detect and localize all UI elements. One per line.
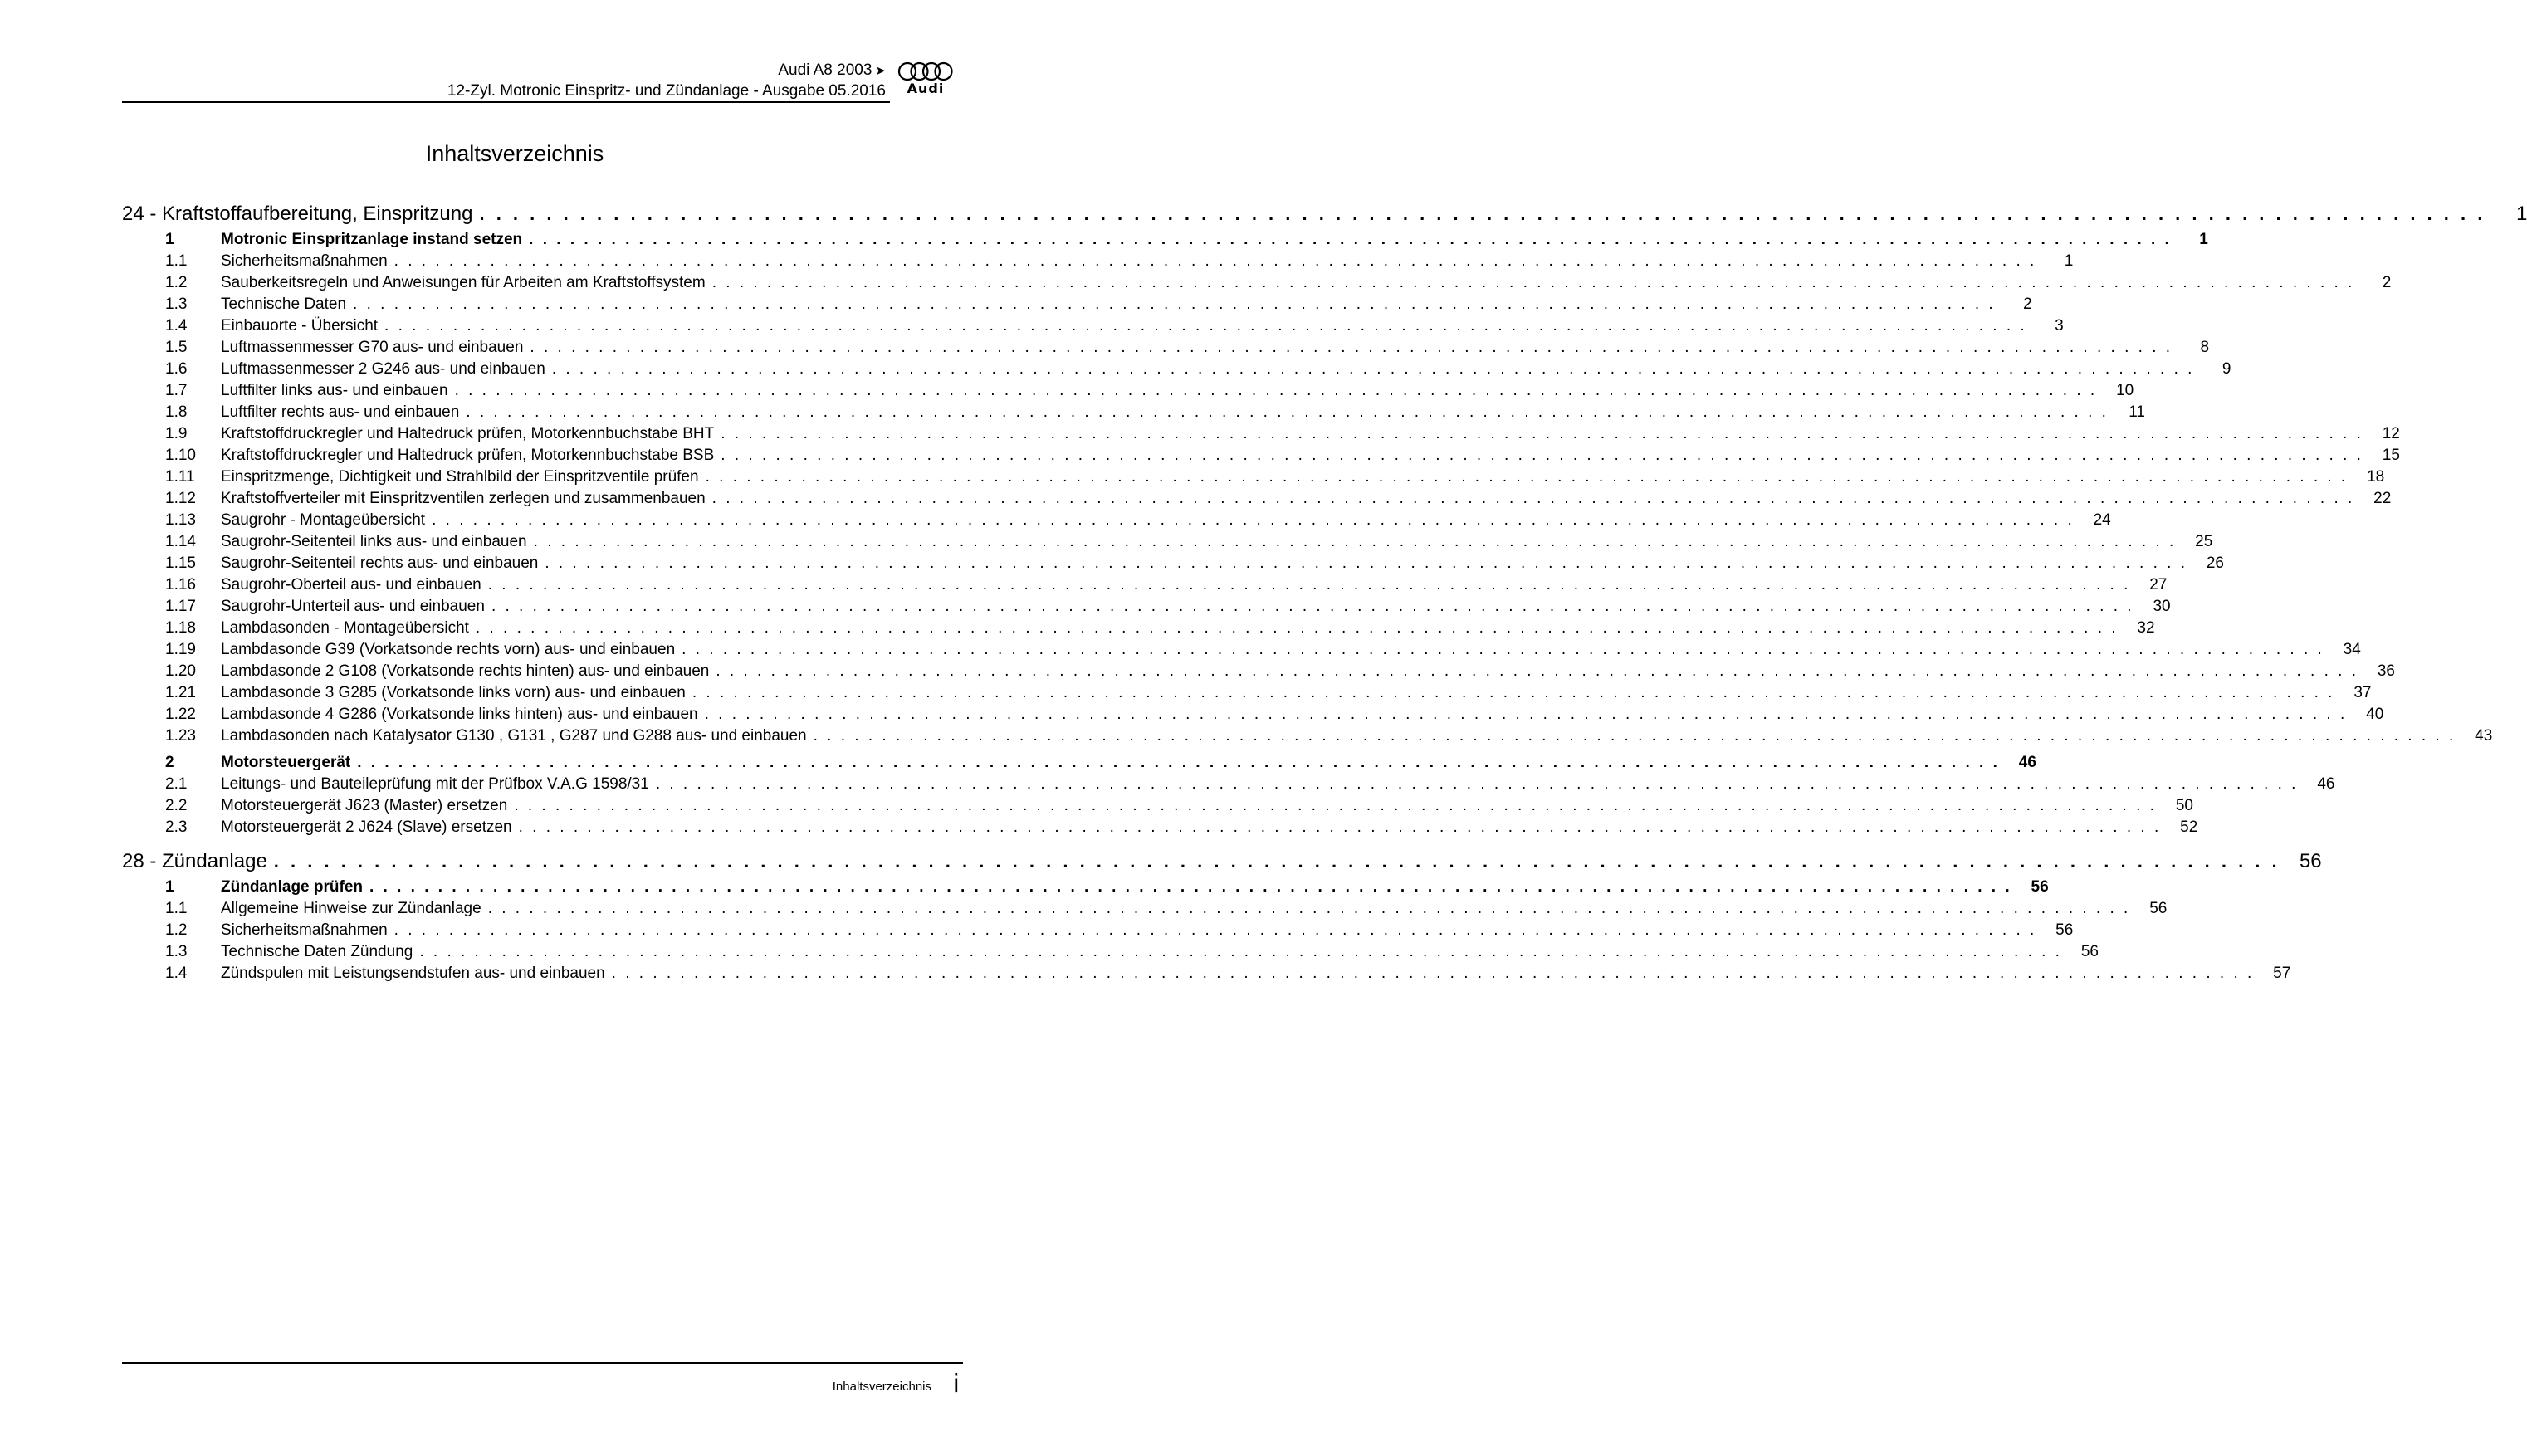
entry-number: 1.22 — [165, 706, 196, 723]
entry-page-number: 46 — [2018, 754, 2036, 771]
entry-number: 2.2 — [165, 797, 188, 814]
dot-leader: . . . . . . . . . . . . . . . . . . . . . . . . . . . . . . . . . . . . . . . . . . . . . . . . . . . . . . . . . . . . . . . . . . . . . . . . . . . . . . . . . . . . . . . . . . . . . . . . . . . . . . . . . . . . . . . . . . . . . . . . — [529, 231, 2172, 248]
toc-entry[interactable] — [122, 531, 2213, 553]
entry-title: Saugrohr-Seitenteil links aus- und einbauen — [221, 533, 527, 550]
toc-entry[interactable] — [122, 488, 2392, 510]
dot-leader: . . . . . . . . . . . . . . . . . . . . . . . . . . . . . . . . . . . . . . . . . . . . . . . . . . . . . . . . . . . . . . . . . . . . . . . . . . . . . . . . . . . . . . . . . . . . . . . . . . . . . . . . . . . . . . . . . . . . . . . . — [491, 598, 2134, 615]
entry-page-number: 32 — [2137, 619, 2155, 637]
entry-number: 1.11 — [165, 468, 195, 486]
toc-entry[interactable] — [122, 402, 2145, 423]
entry-number: 1.13 — [165, 511, 196, 529]
audi-rings-icon — [897, 61, 955, 81]
dot-leader: . . . . . . . . . . . . . . . . . . . . . . . . . . . . . . . . . . . . . . . . . . . . . . . . . . . . . . . . . . . . . . . . . . . . . . . . . . . . . . . . . . . . . . . . . . . . . . . . . . . . . . . . . . . . . . . . . . . . . . . . — [530, 339, 2173, 356]
entry-number: 2 — [165, 754, 174, 771]
entry-number: 1.2 — [165, 274, 188, 291]
entry-page-number: 56 — [2149, 900, 2168, 917]
entry-title: Luftfilter rechts aus- und einbauen — [221, 403, 460, 421]
manual-subtitle: 12-Zyl. Motronic Einspritz- und Zündanlage - Ausgabe 05.2016 — [447, 82, 886, 100]
entry-title: Kraftstoffdruckregler und Haltedruck prüfen, Motorkennbuchstabe BHT — [221, 425, 715, 442]
arrow-icon: ➤ — [875, 64, 886, 78]
audi-logo — [897, 61, 955, 95]
toc-entry[interactable] — [122, 661, 2395, 682]
entry-number: 1.10 — [165, 447, 196, 464]
entry-title: Motorsteuergerät J623 (Master) ersetzen — [221, 797, 508, 814]
entry-title: Luftmassenmesser 2 G246 aus- und einbauen — [221, 360, 545, 378]
entry-number: 1.21 — [165, 684, 196, 701]
dot-leader: . . . . . . . . . . . . . . . . . . . . . . . . . . . . . . . . . . . . . . . . . . . . . . . . . . . . . . . . . . . . . . . . . . . . . . . . . . . . . . . . . . . . . . . . . . . . . . . . . . . . . . . . . . . . . . . . . . . . . . . . — [479, 203, 2486, 224]
dot-leader: . . . . . . . . . . . . . . . . . . . . . . . . . . . . . . . . . . . . . . . . . . . . . . . . . . . . . . . . . . . . . . . . . . . . . . . . . . . . . . . . . . . . . . . . . . . . . . . . . . . . . . . . . . . . . . . . . . . . . . . . — [655, 775, 2299, 793]
entry-page-number: 56 — [2055, 921, 2074, 939]
entry-title: Saugrohr-Unterteil aus- und einbauen — [221, 598, 485, 615]
dot-leader: . . . . . . . . . . . . . . . . . . . . . . . . . . . . . . . . . . . . . . . . . . . . . . . . . . . . . . . . . . . . . . . . . . . . . . . . . . . . . . . . . . . . . . . . . . . . . . . . . . . . . . . . . . . . . . . . . . . . . . . . — [384, 317, 2027, 335]
entry-page-number: 50 — [2175, 797, 2193, 814]
entry-title: Kraftstoffdruckregler und Haltedruck prüfen, Motorkennbuchstabe BSB — [221, 447, 715, 464]
entry-title: Luftfilter links aus- und einbauen — [221, 382, 448, 399]
entry-number: 1.20 — [165, 662, 196, 680]
toc-entry[interactable] — [122, 682, 2372, 704]
audi-logo-text: Audi — [907, 81, 945, 96]
toc-entry[interactable] — [122, 380, 2134, 402]
entry-page-number: 37 — [2353, 684, 2372, 701]
toc-entry[interactable] — [122, 574, 2168, 596]
header-divider — [122, 101, 890, 103]
entry-title: Luftmassenmesser G70 aus- und einbauen — [221, 339, 524, 356]
entry-title: Motronic Einspritzanlage instand setzen — [221, 231, 523, 248]
entry-title: Leitungs- und Bauteileprüfung mit der Prüfbox V.A.G 1598/31 — [221, 775, 649, 793]
entry-title: Lambdasonde 4 G286 (Vorkatsonde links hinten) aus- und einbauen — [221, 706, 698, 723]
dot-leader: . . . . . . . . . . . . . . . . . . . . . . . . . . . . . . . . . . . . . . . . . . . . . . . . . . . . . . . . . . . . . . . . . . . . . . . . . . . . . . . . . . . . . . . . . . . . . . . . . . . . . . . . . . . . . . . . . . . . . . . . — [432, 511, 2075, 529]
entry-page-number: 52 — [2180, 818, 2198, 836]
dot-leader: . . . . . . . . . . . . . . . . . . . . . . . . . . . . . . . . . . . . . . . . . . . . . . . . . . . . . . . . . . . . . . . . . . . . . . . . . . . . . . . . . . . . . . . . . . . . . . . . . . . . . . . . . . . . . . . . . . . . . . . . — [682, 641, 2324, 658]
entry-number: 1.3 — [165, 296, 188, 313]
entry-page-number: 56 — [2080, 943, 2099, 960]
toc-section[interactable] — [122, 229, 2208, 251]
toc-entry[interactable] — [122, 795, 2193, 817]
toc-entry[interactable] — [122, 445, 2400, 467]
entry-page-number: 2 — [2023, 296, 2032, 313]
entry-number: 2.3 — [165, 818, 188, 836]
entry-page-number: 1 — [2064, 252, 2074, 270]
entry-number: 1 — [165, 878, 174, 896]
entry-title: Saugrohr-Seitenteil rechts aus- und einbauen — [221, 555, 539, 572]
entry-page-number: 9 — [2222, 360, 2231, 378]
entry-page-number: 12 — [2382, 425, 2400, 442]
entry-page-number: 46 — [2317, 775, 2335, 793]
toc-entry[interactable] — [122, 510, 2111, 531]
entry-page-number: 57 — [2273, 965, 2291, 982]
entry-title: Allgemeine Hinweise zur Zündanlage — [221, 900, 481, 917]
entry-page-number: 30 — [2153, 598, 2171, 615]
entry-title: Lambdasonde 2 G108 (Vorkatsonde rechts hinten) aus- und einbauen — [221, 662, 710, 680]
page-title: Inhaltsverzeichnis — [425, 141, 604, 166]
entry-number: 1.4 — [165, 965, 188, 982]
entry-page-number: 25 — [2195, 533, 2213, 550]
entry-page-number: 1 — [2199, 231, 2208, 248]
dot-leader: . . . . . . . . . . . . . . . . . . . . . . . . . . . . . . . . . . . . . . . . . . . . . . . . . . . . . . . . . . . . . . . . . . . . . . . . . . . . . . . . . . . . . . . . . . . . . . . . . . . . . . . . . . . . . . . . . . . . . . . . — [393, 252, 2037, 270]
entry-title: Saugrohr-Oberteil aus- und einbauen — [221, 576, 481, 594]
vehicle-model-text: Audi A8 2003 — [778, 61, 872, 79]
entry-title: Sicherheitsmaßnahmen — [221, 921, 388, 939]
entry-page-number: 3 — [2055, 317, 2064, 335]
dot-leader: . . . . . . . . . . . . . . . . . . . . . . . . . . . . . . . . . . . . . . . . . . . . . . . . . . . . . . . . . . . . . . . . . . . . . . . . . . . . . . . . . . . . . . . . . . . . . . . . . . . . . . . . . . . . . . . . . . . . . . . . — [518, 818, 2162, 836]
entry-page-number: 56 — [2299, 850, 2322, 872]
dot-leader: . . . . . . . . . . . . . . . . . . . . . . . . . . . . . . . . . . . . . . . . . . . . . . . . . . . . . . . . . . . . . . . . . . . . . . . . . . . . . . . . . . . . . . . . . . . . . . . . . . . . . . . . . . . . . . . . . . . . . . . . — [369, 878, 2012, 896]
entry-number: 1 — [165, 231, 174, 248]
entry-page-number: 15 — [2382, 447, 2400, 464]
toc-entry[interactable] — [122, 251, 2074, 272]
toc-entry[interactable] — [122, 596, 2171, 618]
dot-leader: . . . . . . . . . . . . . . . . . . . . . . . . . . . . . . . . . . . . . . . . . . . . . . . . . . . . . . . . . . . . . . . . . . . . . . . . . . . . . . . . . . . . . . . . . . . . . . . . . . . . . . . . . . . . . . . . . . . . . . . . — [704, 706, 2348, 723]
toc-entry[interactable] — [122, 726, 2493, 747]
dot-leader: . . . . . . . . . . . . . . . . . . . . . . . . . . . . . . . . . . . . . . . . . . . . . . . . . . . . . . . . . . . . . . . . . . . . . . . . . . . . . . . . . . . . . . . . . . . . . . . . . . . . . . . . . . . . . . . . . . . . . . . . — [711, 490, 2355, 507]
entry-title: Motorsteuergerät — [221, 754, 351, 771]
entry-page-number: 1 — [2515, 203, 2527, 225]
toc-entry[interactable] — [122, 898, 2168, 920]
entry-number: 1.19 — [165, 641, 196, 658]
entry-number: 1.3 — [165, 943, 188, 960]
toc-entry[interactable] — [122, 423, 2400, 445]
entry-title: Einspritzmenge, Dichtigkeit und Strahlbild der Einspritzventile prüfen — [221, 468, 699, 486]
entry-number: 1.16 — [165, 576, 196, 594]
entry-number: 1.5 — [165, 339, 188, 356]
entry-title: Saugrohr - Montageübersicht — [221, 511, 426, 529]
entry-number: 1.17 — [165, 598, 196, 615]
dot-leader: . . . . . . . . . . . . . . . . . . . . . . . . . . . . . . . . . . . . . . . . . . . . . . . . . . . . . . . . . . . . . . . . . . . . . . . . . . . . . . . . . . . . . . . . . . . . . . . . . . . . . . . . . . . . . . . . . . . . . . . . — [487, 576, 2131, 594]
toc-chapter[interactable] — [122, 199, 2527, 229]
toc-entry[interactable] — [122, 467, 2385, 488]
footer-label: Inhaltsverzeichnis — [832, 1380, 931, 1394]
toc-entry[interactable] — [122, 618, 2155, 639]
entry-title: 24 - Kraftstoffaufbereitung, Einspritzung — [122, 203, 473, 225]
entry-number: 1.2 — [165, 921, 188, 939]
entry-title: Lambdasonde G39 (Vorkatsonde rechts vorn) aus- und einbauen — [221, 641, 676, 658]
entry-title: Technische Daten Zündung — [221, 943, 413, 960]
entry-page-number: 43 — [2475, 727, 2493, 745]
dot-leader: . . . . . . . . . . . . . . . . . . . . . . . . . . . . . . . . . . . . . . . . . . . . . . . . . . . . . . . . . . . . . . . . . . . . . . . . . . . . . . . . . . . . . . . . . . . . . . . . . . . . . . . . . . . . . . . . . . . . . . . . — [454, 382, 2098, 399]
toc-entry[interactable] — [122, 337, 2210, 359]
dot-leader: . . . . . . . . . . . . . . . . . . . . . . . . . . . . . . . . . . . . . . . . . . . . . . . . . . . . . . . . . . . . . . . . . . . . . . . . . . . . . . . . . . . . . . . . . . . . . . . . . . . . . . . . . . . . . . . . . . . . . . . . — [533, 533, 2177, 550]
page-header — [122, 58, 963, 101]
toc-entry[interactable] — [122, 359, 2231, 380]
toc-chapter[interactable] — [122, 847, 2322, 877]
dot-leader: . . . . . . . . . . . . . . . . . . . . . . . . . . . . . . . . . . . . . . . . . . . . . . . . . . . . . . . . . . . . . . . . . . . . . . . . . . . . . . . . . . . . . . . . . . . . . . . . . . . . . . . . . . . . . . . . . . . . . . . . — [721, 447, 2363, 464]
entry-number: 1.18 — [165, 619, 196, 637]
toc-entry[interactable] — [122, 774, 2335, 795]
entry-title: Kraftstoffverteiler mit Einspritzventilen zerlegen und zusammenbauen — [221, 490, 706, 507]
dot-leader: . . . . . . . . . . . . . . . . . . . . . . . . . . . . . . . . . . . . . . . . . . . . . . . . . . . . . . . . . . . . . . . . . . . . . . . . . . . . . . . . . . . . . . . . . . . . . . . . . . . . . . . . . . . . . . . . . . . . . . . . — [487, 900, 2131, 917]
entry-number: 1.9 — [165, 425, 188, 442]
entry-page-number: 26 — [2206, 555, 2224, 572]
entry-number: 1.15 — [165, 555, 196, 572]
entry-page-number: 10 — [2116, 382, 2134, 399]
dot-leader: . . . . . . . . . . . . . . . . . . . . . . . . . . . . . . . . . . . . . . . . . . . . . . . . . . . . . . . . . . . . . . . . . . . . . . . . . . . . . . . . . . . . . . . . . . . . . . . . . . . . . . . . . . . . . . . . . . . . . . . . — [514, 797, 2157, 814]
entry-title: Einbauorte - Übersicht — [221, 317, 379, 335]
entry-number: 1.8 — [165, 403, 188, 421]
entry-number: 1.12 — [165, 490, 196, 507]
dot-leader: . . . . . . . . . . . . . . . . . . . . . . . . . . . . . . . . . . . . . . . . . . . . . . . . . . . . . . . . . . . . . . . . . . . . . . . . . . . . . . . . . . . . . . . . . . . . . . . . . . . . . . . . . . . . . . . . . . . . . . . . — [813, 727, 2456, 745]
entry-number: 1.7 — [165, 382, 188, 399]
entry-number: 1.4 — [165, 317, 188, 335]
dot-leader: . . . . . . . . . . . . . . . . . . . . . . . . . . . . . . . . . . . . . . . . . . . . . . . . . . . . . . . . . . . . . . . . . . . . . . . . . . . . . . . . . . . . . . . . . . . . . . . . . . . . . . . . . . . . . . . . . . . . . . . . — [711, 274, 2355, 291]
entry-page-number: 24 — [2093, 511, 2111, 529]
footer-divider — [122, 1362, 963, 1364]
entry-title: Zündspulen mit Leistungsendstufen aus- und einbauen — [221, 965, 605, 982]
toc-entry[interactable] — [122, 817, 2198, 838]
entry-number: 1.6 — [165, 360, 188, 378]
page-footer — [122, 1368, 963, 1401]
page-number: i — [952, 1370, 960, 1399]
dot-leader: . . . . . . . . . . . . . . . . . . . . . . . . . . . . . . . . . . . . . . . . . . . . . . . . . . . . . . . . . . . . . . . . . . . . . . . . . . . . . . . . . . . . . . . . . . . . . . . . . . . . . . . . . . . . . . . . . . . . . . . . — [273, 851, 2280, 872]
entry-page-number: 56 — [2031, 878, 2049, 896]
entry-page-number: 34 — [2343, 641, 2361, 658]
entry-number: 2.1 — [165, 775, 188, 793]
entry-title: Lambdasonden - Montageübersicht — [221, 619, 469, 637]
entry-number: 1.14 — [165, 533, 196, 550]
toc-entry[interactable] — [122, 704, 2384, 726]
entry-page-number: 8 — [2200, 339, 2210, 356]
entry-title: Lambdasonde 3 G285 (Vorkatsonde links vorn) aus- und einbauen — [221, 684, 686, 701]
entry-number: 1.1 — [165, 900, 188, 917]
dot-leader: . . . . . . . . . . . . . . . . . . . . . . . . . . . . . . . . . . . . . . . . . . . . . . . . . . . . . . . . . . . . . . . . . . . . . . . . . . . . . . . . . . . . . . . . . . . . . . . . . . . . . . . . . . . . . . . . . . . . . . . . — [611, 965, 2255, 982]
entry-page-number: 27 — [2149, 576, 2168, 594]
entry-page-number: 18 — [2367, 468, 2385, 486]
toc-entry[interactable] — [122, 920, 2074, 941]
entry-page-number: 2 — [2382, 274, 2392, 291]
toc-entry[interactable] — [122, 963, 2291, 985]
entry-title: Sauberkeitsregeln und Anweisungen für Arbeiten am Kraftstoffsystem — [221, 274, 706, 291]
dot-leader: . . . . . . . . . . . . . . . . . . . . . . . . . . . . . . . . . . . . . . . . . . . . . . . . . . . . . . . . . . . . . . . . . . . . . . . . . . . . . . . . . . . . . . . . . . . . . . . . . . . . . . . . . . . . . . . . . . . . . . . . — [393, 921, 2037, 939]
toc-entry[interactable] — [122, 639, 2361, 661]
entry-number: 1.1 — [165, 252, 188, 270]
entry-title: Technische Daten — [221, 296, 347, 313]
dot-leader: . . . . . . . . . . . . . . . . . . . . . . . . . . . . . . . . . . . . . . . . . . . . . . . . . . . . . . . . . . . . . . . . . . . . . . . . . . . . . . . . . . . . . . . . . . . . . . . . . . . . . . . . . . . . . . . . . . . . . . . . — [545, 555, 2187, 572]
toc-entry[interactable] — [122, 294, 2032, 315]
entry-title: Lambdasonden nach Katalysator G130 , G131 , G287 und G288 aus- und einbauen — [221, 727, 807, 745]
dot-leader: . . . . . . . . . . . . . . . . . . . . . . . . . . . . . . . . . . . . . . . . . . . . . . . . . . . . . . . . . . . . . . . . . . . . . . . . . . . . . . . . . . . . . . . . . . . . . . . . . . . . . . . . . . . . . . . . . . . . . . . . — [353, 296, 1996, 313]
entry-number: 1.23 — [165, 727, 196, 745]
dot-leader: . . . . . . . . . . . . . . . . . . . . . . . . . . . . . . . . . . . . . . . . . . . . . . . . . . . . . . . . . . . . . . . . . . . . . . . . . . . . . . . . . . . . . . . . . . . . . . . . . . . . . . . . . . . . . . . . . . . . . . . . — [716, 662, 2358, 680]
dot-leader: . . . . . . . . . . . . . . . . . . . . . . . . . . . . . . . . . . . . . . . . . . . . . . . . . . . . . . . . . . . . . . . . . . . . . . . . . . . . . . . . . . . . . . . . . . . . . . . . . . . . . . . . . . . . . . . . . . . . . . . . — [692, 684, 2335, 701]
toc-entry[interactable] — [122, 272, 2392, 294]
dot-leader: . . . . . . . . . . . . . . . . . . . . . . . . . . . . . . . . . . . . . . . . . . . . . . . . . . . . . . . . . . . . . . . . . . . . . . . . . . . . . . . . . . . . . . . . . . . . . . . . . . . . . . . . . . . . . . . . . . . . . . . . — [705, 468, 2349, 486]
entry-title: Zündanlage prüfen — [221, 878, 363, 896]
entry-page-number: 22 — [2373, 490, 2392, 507]
toc-entry[interactable] — [122, 941, 2099, 963]
entry-title: Sicherheitsmaßnahmen — [221, 252, 388, 270]
entry-title: Motorsteuergerät 2 J624 (Slave) ersetzen — [221, 818, 512, 836]
dot-leader: . . . . . . . . . . . . . . . . . . . . . . . . . . . . . . . . . . . . . . . . . . . . . . . . . . . . . . . . . . . . . . . . . . . . . . . . . . . . . . . . . . . . . . . . . . . . . . . . . . . . . . . . . . . . . . . . . . . . . . . . — [475, 619, 2119, 637]
entry-page-number: 36 — [2377, 662, 2395, 680]
dot-leader: . . . . . . . . . . . . . . . . . . . . . . . . . . . . . . . . . . . . . . . . . . . . . . . . . . . . . . . . . . . . . . . . . . . . . . . . . . . . . . . . . . . . . . . . . . . . . . . . . . . . . . . . . . . . . . . . . . . . . . . . — [721, 425, 2363, 442]
toc-entry[interactable] — [122, 315, 2064, 337]
toc-section[interactable] — [122, 877, 2049, 898]
dot-leader: . . . . . . . . . . . . . . . . . . . . . . . . . . . . . . . . . . . . . . . . . . . . . . . . . . . . . . . . . . . . . . . . . . . . . . . . . . . . . . . . . . . . . . . . . . . . . . . . . . . . . . . . . . . . . . . . . . . . . . . . — [551, 360, 2195, 378]
vehicle-model — [778, 61, 886, 80]
table-of-contents — [122, 199, 2527, 985]
dot-leader: . . . . . . . . . . . . . . . . . . . . . . . . . . . . . . . . . . . . . . . . . . . . . . . . . . . . . . . . . . . . . . . . . . . . . . . . . . . . . . . . . . . . . . . . . . . . . . . . . . . . . . . . . . . . . . . . . . . . . . . . — [357, 754, 2000, 771]
toc-entry[interactable] — [122, 553, 2224, 574]
toc-section[interactable] — [122, 752, 2036, 774]
entry-page-number: 40 — [2366, 706, 2384, 723]
dot-leader: . . . . . . . . . . . . . . . . . . . . . . . . . . . . . . . . . . . . . . . . . . . . . . . . . . . . . . . . . . . . . . . . . . . . . . . . . . . . . . . . . . . . . . . . . . . . . . . . . . . . . . . . . . . . . . . . . . . . . . . . — [419, 943, 2062, 960]
dot-leader: . . . . . . . . . . . . . . . . . . . . . . . . . . . . . . . . . . . . . . . . . . . . . . . . . . . . . . . . . . . . . . . . . . . . . . . . . . . . . . . . . . . . . . . . . . . . . . . . . . . . . . . . . . . . . . . . . . . . . . . . — [466, 403, 2109, 421]
entry-title: 28 - Zündanlage — [122, 850, 267, 872]
entry-page-number: 11 — [2129, 403, 2145, 421]
